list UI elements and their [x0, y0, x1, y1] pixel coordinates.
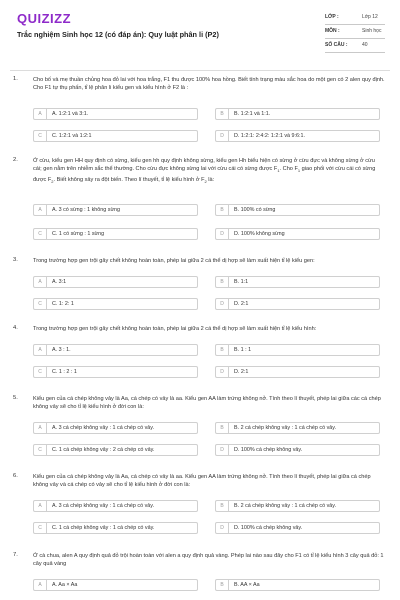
- option-text: A. 3:1: [52, 279, 67, 285]
- text-part: là:: [206, 176, 215, 183]
- question-text: Ở cà chua, alen A quy định quả đỏ trội hoàn toàn với alen a quy định quả vàng. Phép lai nào sau đây cho F1 có tỉ lệ kiểu hình 3 cây quả đỏ: 1 cây quả vàng: [33, 553, 384, 568]
- option-letter: A: [34, 277, 47, 288]
- option-b[interactable]: [215, 579, 380, 591]
- option-letter: B: [216, 109, 229, 120]
- option-letter: C: [34, 299, 47, 310]
- text-part: . Cho F: [279, 166, 298, 173]
- option-letter: A: [34, 345, 47, 356]
- question-4: [0, 325, 400, 395]
- option-text: B. 100% có sừng: [234, 207, 276, 213]
- question-number: 3.: [13, 257, 18, 263]
- option-a[interactable]: [33, 500, 198, 512]
- option-text: B. 1 : 1: [234, 347, 252, 353]
- option-letter: C: [34, 367, 47, 378]
- question-text: Trong trường hợp gen trội gây chết không hoàn toàn, phép lai giữa 2 cá thể dị hợp sẽ làm xuất hiện tỉ lệ kiểu gen:: [33, 258, 315, 264]
- option-b[interactable]: [215, 422, 380, 434]
- option-letter: A: [34, 580, 47, 591]
- meta-row-subject: [325, 25, 385, 39]
- option-b[interactable]: [215, 276, 380, 288]
- option-letter: A: [34, 501, 47, 512]
- option-letter: D: [216, 523, 229, 534]
- option-text: A. Aa × Aa: [52, 582, 78, 588]
- question-number: 2.: [13, 157, 18, 163]
- option-a[interactable]: [33, 422, 198, 434]
- subscript: 1: [297, 168, 301, 174]
- question-1: [0, 76, 400, 157]
- option-letter: A: [34, 423, 47, 434]
- question-text: [33, 157, 385, 186]
- option-d[interactable]: [215, 228, 380, 240]
- question-number: 6.: [13, 473, 18, 479]
- option-letter: D: [216, 229, 229, 240]
- option-letter: D: [216, 367, 229, 378]
- question-list: [0, 76, 400, 598]
- worksheet-header: [0, 0, 400, 60]
- option-text: B. 1:2:1 và 1:1.: [234, 111, 271, 117]
- option-b[interactable]: [215, 344, 380, 356]
- option-letter: A: [34, 205, 47, 216]
- question-text: Trong trường hợp gen trội gây chết không hoàn toàn, phép lai giữa 2 cá thể dị hợp sẽ làm xuất hiện tỉ lệ kiểu hình:: [33, 326, 317, 332]
- option-a[interactable]: [33, 108, 198, 120]
- option-d[interactable]: [215, 130, 380, 142]
- meta-row-class: [325, 11, 385, 25]
- option-text: D. 100% cá chép không vảy.: [234, 447, 303, 453]
- option-a[interactable]: [33, 579, 198, 591]
- option-c[interactable]: [33, 522, 198, 534]
- option-c[interactable]: [33, 366, 198, 378]
- option-letter: B: [216, 580, 229, 591]
- text-part: Ở cừu, kiểu gen HH quy định có sừng, kiểu gen hh quy định không sừng, kiểu gen Hh biểu hiện có sừng ở cừu đực và không sừng ở cừu cái; gen nằm trên nhiễm sắc thể thường. Cho cừu đực không sừng lai với cừu cái có sừng được F: [33, 158, 375, 173]
- option-letter: B: [216, 277, 229, 288]
- option-text: C. 1: 2: 1: [52, 301, 74, 307]
- option-letter: C: [34, 445, 47, 456]
- text-part: giao phối với cừu cái có sừng được F: [33, 166, 376, 183]
- meta-value: Lớp 12: [362, 14, 378, 20]
- option-letter: D: [216, 131, 229, 142]
- text-part: . Biết không xảy ra đột biến. Theo lí thuyết, tỉ lệ kiểu hình ở F: [53, 176, 205, 183]
- option-letter: B: [216, 205, 229, 216]
- option-text: C. 1 cá chép không vảy : 2 cá chép có vảy.: [52, 447, 155, 453]
- option-d[interactable]: [215, 366, 380, 378]
- option-letter: B: [216, 345, 229, 356]
- meta-value: Sinh học: [362, 28, 382, 34]
- option-c[interactable]: [33, 444, 198, 456]
- option-text: C. 1:2:1 và 1:2:1: [52, 133, 92, 139]
- option-letter: B: [216, 501, 229, 512]
- question-text: Kiểu gen của cá chép không vảy là Aa, cá chép có vảy là aa. Kiểu gen AA làm trứng không nở. Tính theo lí thuyết, phép lai giữa cá chép không vảy và cá chép có vảy sẽ cho tỉ lệ kiểu hình ở đời con là:: [33, 474, 371, 489]
- question-number: 4.: [13, 325, 18, 331]
- option-text: D. 2:1: [234, 301, 249, 307]
- option-a[interactable]: [33, 204, 198, 216]
- option-text: B. 2 cá chép không vảy : 1 cá chép có vảy.: [234, 503, 337, 509]
- question-5: [0, 395, 400, 473]
- worksheet-meta: [325, 11, 385, 53]
- question-6: [0, 473, 400, 552]
- question-text: Kiểu gen của cá chép không vảy là Aa, cá chép có vảy là aa. Kiểu gen AA làm trứng không nở. Tính theo lí thuyết, phép lai giữa các cá chép không vảy sẽ cho tỉ lệ kiểu hình ở đời con là:: [33, 396, 381, 411]
- subscript: 2: [51, 178, 54, 184]
- option-c[interactable]: [33, 228, 198, 240]
- meta-value: 40: [362, 42, 368, 48]
- option-letter: C: [34, 229, 47, 240]
- meta-row-count: [325, 39, 385, 53]
- question-number: 1.: [13, 76, 18, 82]
- option-b[interactable]: [215, 108, 380, 120]
- option-text: B. AA × Aa: [234, 582, 260, 588]
- option-b[interactable]: [215, 204, 380, 216]
- option-text: D. 1:2:1: 2:4:2: 1:2:1 và 9:6:1.: [234, 133, 306, 139]
- option-text: A. 3 cá chép không vảy : 1 cá chép có vảy.: [52, 503, 155, 509]
- header-divider: [10, 70, 390, 71]
- option-letter: B: [216, 423, 229, 434]
- meta-key: SỐ CÂU :: [325, 42, 348, 48]
- option-text: B. 1:1: [234, 279, 249, 285]
- option-d[interactable]: [215, 298, 380, 310]
- option-text: D. 100% không sừng: [234, 231, 285, 237]
- option-text: B. 2 cá chép không vảy : 1 cá chép có vảy.: [234, 425, 337, 431]
- option-text: A. 1:2:1 và 3:1.: [52, 111, 89, 117]
- option-text: C. 1 cá chép không vảy : 1 cá chép có vảy.: [52, 525, 155, 531]
- option-text: C. 1 có sừng : 1 sừng: [52, 231, 105, 237]
- question-number: 5.: [13, 395, 18, 401]
- option-a[interactable]: [33, 344, 198, 356]
- option-c[interactable]: [33, 130, 198, 142]
- option-text: D. 2:1: [234, 369, 249, 375]
- option-text: A. 3 có sừng : 1 không sừng: [52, 207, 121, 213]
- option-a[interactable]: [33, 276, 198, 288]
- option-text: A. 3 : 1.: [52, 347, 71, 353]
- subscript: 1: [277, 168, 280, 174]
- quizizz-logo: QUIZIZZ: [17, 11, 72, 26]
- option-letter: C: [34, 523, 47, 534]
- question-2: [0, 157, 400, 257]
- option-d[interactable]: [215, 522, 380, 534]
- option-text: A. 3 cá chép không vảy : 1 cá chép có vảy.: [52, 425, 155, 431]
- option-text: C. 1 : 2 : 1: [52, 369, 77, 375]
- meta-key: MÔN :: [325, 28, 340, 34]
- question-number: 7.: [13, 552, 18, 558]
- option-c[interactable]: [33, 298, 198, 310]
- option-letter: D: [216, 445, 229, 456]
- question-3: [0, 257, 400, 325]
- subscript: 2: [204, 178, 207, 184]
- question-7: [0, 552, 400, 598]
- option-b[interactable]: [215, 500, 380, 512]
- option-d[interactable]: [215, 444, 380, 456]
- option-letter: D: [216, 299, 229, 310]
- option-letter: C: [34, 131, 47, 142]
- worksheet-title: Trắc nghiệm Sinh học 12 (có đáp án): Quy luật phân li (P2): [17, 30, 219, 39]
- option-text: D. 100% cá chép không vảy.: [234, 525, 303, 531]
- option-letter: A: [34, 109, 47, 120]
- meta-key: LỚP :: [325, 14, 339, 20]
- question-text: Cho bố và mẹ thuần chủng hoa đỏ lai với hoa trắng, F1 thu được 100% hoa hồng. Biết tính trạng màu sắc hoa do một gen có 2 alen quy định. Cho F1 tự thụ phấn, tỉ lệ phân li kiểu gen và kiểu hình ở F2 là :: [33, 77, 385, 92]
